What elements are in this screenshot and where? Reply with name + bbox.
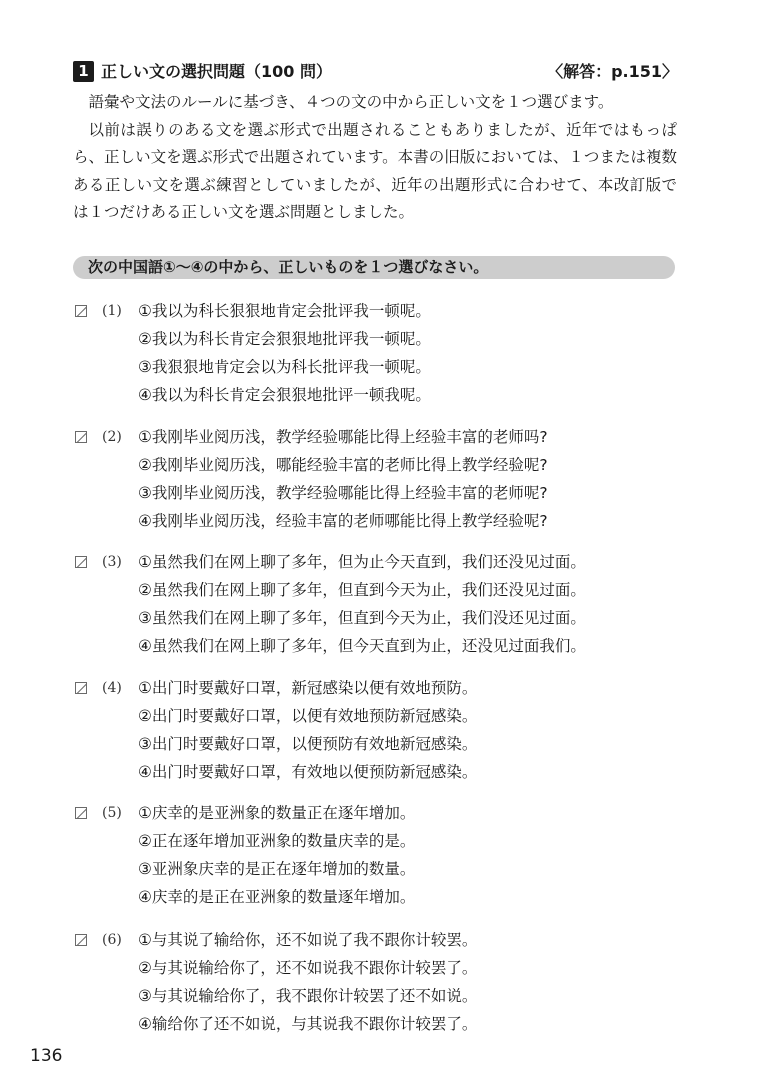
option-4: ④输给你了还不如说，与其说我不跟你计较罢了。 bbox=[138, 1015, 478, 1033]
section-header bbox=[73, 60, 678, 84]
option-list bbox=[138, 674, 477, 786]
question-2 bbox=[0, 423, 768, 538]
option-1: ①庆幸的是亚洲象的数量正在逐年增加。 bbox=[138, 804, 416, 822]
section-title: 正しい文の選択問題（100 問） bbox=[101, 62, 332, 81]
option-4: ④虽然我们在网上聊了多年，但今天直到为止，还没见过面我们。 bbox=[138, 637, 586, 655]
option-3: ③出门时要戴好口罩，以便预防有效地新冠感染。 bbox=[138, 735, 478, 753]
check-box-icon[interactable] bbox=[75, 807, 87, 819]
option-2: ②出门时要戴好口罩，以便有效地预防新冠感染。 bbox=[138, 707, 478, 725]
option-1: ①我刚毕业阅历浅，教学经验哪能比得上经验丰富的老师吗? bbox=[138, 428, 548, 446]
option-list bbox=[138, 799, 415, 911]
option-4: ④庆幸的是正在亚洲象的数量逐年增加。 bbox=[138, 888, 416, 906]
section-number-badge: 1 bbox=[73, 61, 94, 82]
check-box-icon[interactable] bbox=[75, 431, 87, 443]
option-list bbox=[138, 926, 477, 1038]
question-1 bbox=[0, 297, 768, 412]
question-number: (4) bbox=[102, 680, 122, 696]
intro-paragraph-2: 以前は誤りのある文を選ぶ形式で出題されることもありましたが、近年ではもっぱら、正しい文を選ぶ形式で出題されています。本書の旧版においては、１つまたは複数ある正しい文を選ぶ練習としていましたが、近年の出題形式に合わせて、本改訂版では１つだけある正しい文を選ぶ問題としました。 bbox=[73, 120, 677, 221]
question-number: (6) bbox=[102, 932, 122, 948]
question-4 bbox=[0, 674, 768, 789]
option-3: ③与其说输给你了，我不跟你计较罢了还不如说。 bbox=[138, 987, 478, 1005]
option-3: ③虽然我们在网上聊了多年，但直到今天为止，我们没还见过面。 bbox=[138, 609, 586, 627]
page-number: 136 bbox=[30, 1046, 63, 1066]
intro-text bbox=[73, 89, 677, 227]
check-box-icon[interactable] bbox=[75, 934, 87, 946]
option-1: ①我以为科长狠狠地肯定会批评我一顿呢。 bbox=[138, 302, 431, 320]
option-3: ③亚洲象庆幸的是正在逐年增加的数量。 bbox=[138, 860, 416, 878]
answer-reference: 〈解答：p.151〉 bbox=[547, 62, 678, 81]
check-box-icon[interactable] bbox=[75, 556, 87, 568]
question-number: (2) bbox=[102, 429, 122, 445]
option-list bbox=[138, 423, 548, 535]
option-1: ①与其说了输给你，还不如说了我不跟你计较罢。 bbox=[138, 931, 478, 949]
question-number: (3) bbox=[102, 554, 122, 570]
question-5 bbox=[0, 799, 768, 914]
option-4: ④我刚毕业阅历浅，经验丰富的老师哪能比得上教学经验呢? bbox=[138, 512, 548, 530]
question-number: (1) bbox=[102, 303, 122, 319]
instruction-banner bbox=[73, 256, 675, 279]
option-list bbox=[138, 548, 586, 660]
question-3 bbox=[0, 548, 768, 663]
option-1: ①虽然我们在网上聊了多年，但为止今天直到，我们还没见过面。 bbox=[138, 553, 586, 571]
option-3: ③我刚毕业阅历浅，教学经验哪能比得上经验丰富的老师呢? bbox=[138, 484, 548, 502]
option-4: ④我以为科长肯定会狠狠地批评一顿我呢。 bbox=[138, 386, 431, 404]
option-1: ①出门时要戴好口罩，新冠感染以便有效地预防。 bbox=[138, 679, 478, 697]
option-2: ②虽然我们在网上聊了多年，但直到今天为止，我们还没见过面。 bbox=[138, 581, 586, 599]
option-2: ②正在逐年增加亚洲象的数量庆幸的是。 bbox=[138, 832, 416, 850]
option-4: ④出门时要戴好口罩，有效地以便预防新冠感染。 bbox=[138, 763, 478, 781]
option-list bbox=[138, 297, 431, 409]
option-3: ③我狠狠地肯定会以为科长批评我一顿呢。 bbox=[138, 358, 431, 376]
check-box-icon[interactable] bbox=[75, 305, 87, 317]
question-6 bbox=[0, 926, 768, 1041]
option-2: ②我刚毕业阅历浅，哪能经验丰富的老师比得上教学经验呢? bbox=[138, 456, 548, 474]
option-2: ②我以为科长肯定会狠狠地批评我一顿呢。 bbox=[138, 330, 431, 348]
instruction-text: 次の中国語①～④の中から、正しいものを１つ選びなさい。 bbox=[88, 258, 489, 276]
question-number: (5) bbox=[102, 805, 122, 821]
option-2: ②与其说输给你了，还不如说我不跟你计较罢了。 bbox=[138, 959, 478, 977]
check-box-icon[interactable] bbox=[75, 682, 87, 694]
intro-paragraph-1: 語彙や文法のルールに基づき、４つの文の中から正しい文を１つ選びます。 bbox=[88, 93, 614, 111]
